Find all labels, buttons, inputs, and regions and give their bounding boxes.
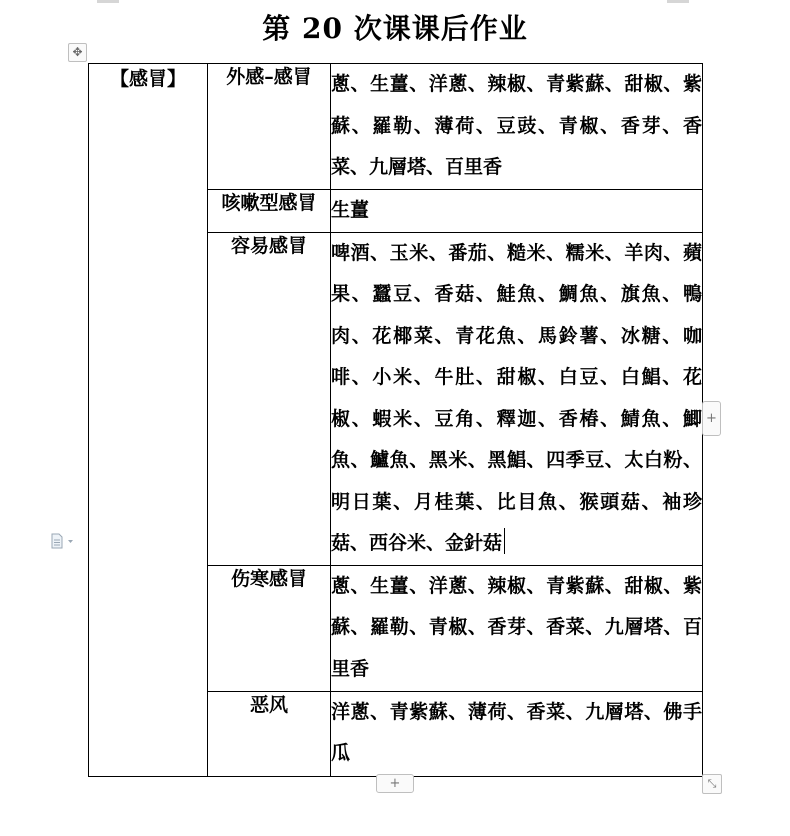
category-label: 外感–感冒	[226, 66, 312, 88]
items-cell[interactable]	[331, 691, 703, 776]
table-row	[89, 64, 703, 190]
category-cell[interactable]	[208, 190, 331, 233]
table-resize-handle-icon[interactable]: ⤡	[702, 774, 722, 794]
category-label: 伤寒感冒	[230, 567, 307, 590]
items-text: 蔥、生薑、洋蔥、辣椒、青紫蘇、甜椒、紫蘇、羅勒、青椒、香芽、香菜、九層塔、百里香	[331, 574, 702, 680]
document-icon	[49, 533, 75, 549]
category-label: 容易感冒	[230, 234, 307, 257]
food-table	[88, 63, 703, 777]
category-label: 咳嗽型感冒	[221, 192, 317, 214]
items-cell[interactable]	[331, 232, 703, 565]
group-cell[interactable]	[89, 64, 208, 777]
add-column-button[interactable]: +	[702, 401, 721, 436]
group-label: 【感冒】	[109, 68, 186, 90]
items-cell[interactable]	[331, 190, 703, 233]
table-move-handle-icon[interactable]: ✥	[68, 43, 87, 62]
page-top-marker-left	[97, 0, 119, 3]
items-cell[interactable]	[331, 565, 703, 691]
items-text: 洋蔥、青紫蘇、薄荷、香菜、九層塔、佛手瓜	[331, 700, 702, 764]
document-title: 第 20 次课课后作业	[262, 12, 528, 45]
category-cell[interactable]	[208, 565, 331, 691]
items-cell[interactable]	[331, 64, 703, 190]
category-label: 恶风	[249, 693, 288, 716]
category-cell[interactable]	[208, 64, 331, 190]
items-text: 蔥、生薑、洋蔥、辣椒、青紫蘇、甜椒、紫蘇、羅勒、薄荷、豆豉、青椒、香芽、香菜、九層塔、百里香	[331, 73, 702, 178]
text-cursor	[504, 528, 505, 554]
category-cell[interactable]	[208, 691, 331, 776]
items-text: 啤酒、玉米、番茄、糙米、糯米、羊肉、蘋果、蠶豆、香菇、鮭魚、鯛魚、旗魚、鴨肉、花椰菜、青花魚、馬鈴薯、冰糖、咖啡、小米、牛肚、甜椒、白豆、白鯧、花椒、蝦米、豆角、釋迦、香椿、鯖魚、鯽魚、鱸魚、黑米、黑鯧、四季豆、太白粉、明日葉、月桂葉、比目魚、猴頭菇、袖珍菇、西谷米、金針菇	[331, 241, 702, 554]
category-cell[interactable]	[208, 232, 331, 565]
page-top-marker-right	[667, 0, 689, 3]
add-row-button[interactable]: +	[376, 774, 414, 793]
paragraph-menu-button[interactable]	[49, 533, 75, 549]
items-text: 生薑	[331, 199, 370, 221]
